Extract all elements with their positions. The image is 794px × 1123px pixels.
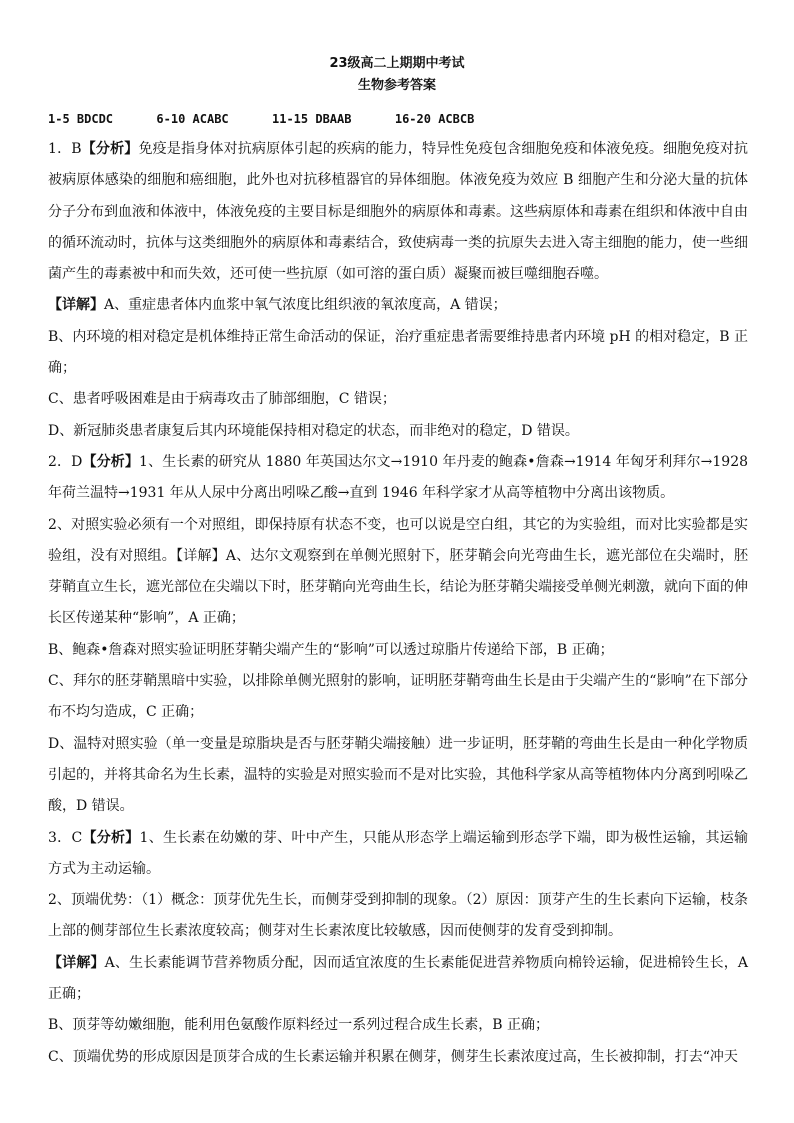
paragraph: 2．D【分析】1、生长素的研究从 1880 年英国达尔文→1910 年丹麦的鲍森•詹森→1914 年匈牙利拜尔→1928 年荷兰温特→1931 年从人尿中分离出吲哚乙酸→直到 1946 年科学家才从高等植物中分离出该物质。: [48, 453, 749, 502]
analysis-tag: 【分析】: [82, 829, 140, 846]
answer-summary-row: [48, 112, 748, 126]
paragraph: 3．C【分析】1、生长素在幼嫩的芽、叶中产生，只能从形态学上端运输到形态学下端，即为极性运输，其运输方式为主动运输。: [48, 829, 748, 877]
explanation-body: [48, 134, 748, 1073]
analysis-tag: 【分析】: [81, 141, 139, 157]
answer-group-6-10: 6-10 ACABC: [156, 112, 229, 126]
detail-tag: 【详解】: [48, 954, 105, 971]
paragraph: 【详解】A、重症患者体内血浆中氧气浓度比组织液的氧浓度高，A 错误；: [48, 297, 507, 314]
paragraph: C、顶端优势的形成原因是顶芽合成的生长素运输并积累在侧芽，侧芽生长素浓度过高，生长被抑制，打去“冲天: [48, 1048, 738, 1065]
paragraph: D、温特对照实验（单一变量是琼脂块是否与胚芽鞘尖端接触）进一步证明，胚芽鞘的弯曲生长是由一种化学物质引起的，并将其命名为生长素，温特的实验是对照实验而不是对比实验，其他科学家从高等植物体内分离到吲哚乙酸，D 错误。: [48, 735, 748, 815]
answer-group-16-20: 16-20 ACBCB: [394, 112, 475, 126]
paragraph: B、顶芽等幼嫩细胞，能利用色氨酸作原料经过一系列过程合成生长素，B 正确；: [48, 1017, 550, 1034]
paragraph: B、内环境的相对稳定是机体维持正常生命活动的保证，治疗重症患者需要维持患者内环境 pH 的相对稳定，B 正确；: [48, 328, 748, 377]
analysis-tag: 【分析】: [82, 453, 140, 470]
answer-key-title: 生物参考答案: [357, 78, 436, 93]
paragraph: D、新冠肺炎患者康复后其内环境能保持相对稳定的状态，而非绝对的稳定，D 错误。: [48, 422, 579, 439]
paragraph: C、患者呼吸困难是由于病毒攻击了肺部细胞，C 错误；: [48, 391, 396, 408]
answer-group-1-5: 1-5 BDCDC: [48, 112, 114, 126]
answer-group-11-15: 11-15 DBAAB: [272, 112, 352, 126]
paragraph: 【详解】A、生长素能调节营养物质分配，因而适宜浓度的生长素能促进营养物质向棉铃运输，促进棉铃生长，A 正确；: [48, 954, 749, 1003]
exam-title: 23级高二上期期中考试: [329, 56, 465, 71]
paragraph: 2、顶端优势：（1）概念：顶芽优先生长，而侧芽受到抑制的现象。（2）原因：顶芽产生的生长素向下运输，枝条上部的侧芽部位生长素浓度较高；侧芽对生长素浓度比较敏感，因而使侧芽的发育受到抑制。: [48, 892, 748, 940]
paragraph: 1．B【分析】免疫是指身体对抗病原体引起的疾病的能力，特异性免疫包含细胞免疫和体液免疫。细胞免疫对抗被病原体感染的细胞和癌细胞，此外也对抗移植器官的异体细胞。体液免疫为效应 B 细胞产生和分泌大量的抗体分子分布到血液和体液中，体液免疫的主要目标是细胞外的病原体和毒素。这些病原体和毒素在组织和体液中自由的循环流动时，抗体与这类细胞外的病原体和毒素结合，致使病毒一类的抗原失去进入寄主细胞的能力，使一些细菌产生的毒素被中和而失效，还可使一些抗原（如可溶的蛋白质）凝聚而被巨噬细胞吞噬。: [48, 141, 749, 283]
paragraph: B、鲍森•詹森对照实验证明胚芽鞘尖端产生的“影响”可以透过琼脂片传递给下部，B 正确；: [48, 641, 614, 658]
paragraph: C、拜尔的胚芽鞘黑暗中实验，以排除单侧光照射的影响，证明胚芽鞘弯曲生长是由于尖端产生的“影响”在下部分布不均匀造成，C 正确；: [48, 673, 748, 721]
paragraph: 2、对照实验必须有一个对照组，即保持原有状态不变，也可以说是空白组，其它的为实验组，而对比实验都是实验组，没有对照组。【详解】A、达尔文观察到在单侧光照射下，胚芽鞘会向光弯曲生长，遮光部位在尖端时，胚芽鞘直立生长，遮光部位在尖端以下时，胚芽鞘向光弯曲生长，结论为胚芽鞘尖端接受单侧光刺激，就向下面的伸长区传递某种“影响”，A 正确；: [48, 516, 748, 627]
detail-tag: 【详解】: [48, 297, 104, 314]
